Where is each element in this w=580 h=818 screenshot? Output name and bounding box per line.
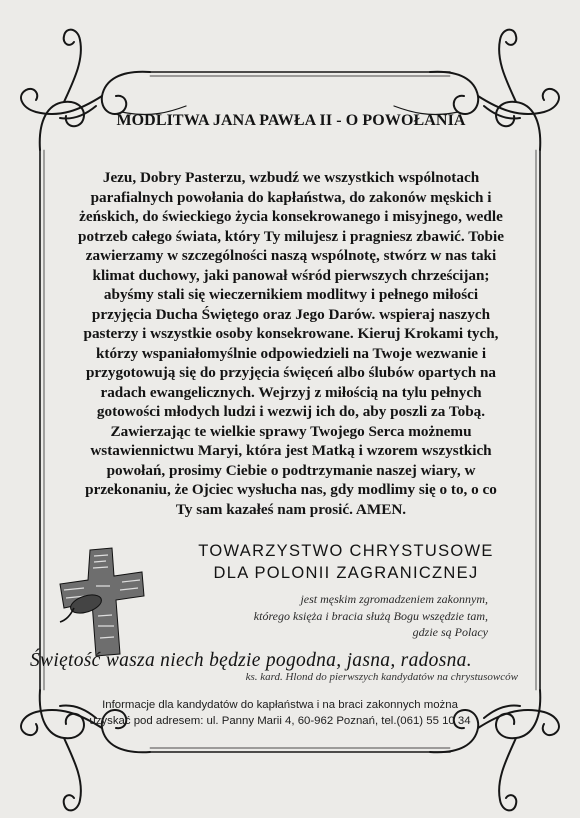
prayer-line: radach ewangelicznych. Wejrzyj z miłością na tylu pełnych xyxy=(100,383,482,401)
contact-info-line: Informacje dla kandydatów do kapłaństwa i na braci zakonnych można xyxy=(102,699,458,711)
flourish-top-left xyxy=(21,30,186,150)
prayer-line: powołań, prosimy Ciebie o podtrzymanie naszej wiary, w xyxy=(106,461,476,479)
organization-name-line: TOWARZYSTWO CHRYSTUSOWE xyxy=(198,542,494,560)
prayer-line: Ty sam kazałeś nam prosić. AMEN. xyxy=(175,500,407,518)
organization-name xyxy=(168,540,524,584)
prayer-line: parafialnych powołania do kapłaństwa, do zakonów męskich i xyxy=(90,188,492,206)
prayer-line: przekonaniu, że Ojciec wysłucha nas, gdy modlimy się o to, o co xyxy=(85,481,497,498)
flourish-top-right xyxy=(394,30,559,150)
prayer-line: pasterzy i wszystkie osoby konsekrowane. Kieruj Krokami tych, xyxy=(83,325,499,342)
prayer-line: Zawierzając te wielkie sprawy Twojego Serca możnemu xyxy=(110,422,472,440)
prayer-line: abyśmy stali się wieczernikiem modlitwy i pełnego miłości xyxy=(103,286,479,303)
quote-author: ks. kard. Hlond do pierwszych kandydatów na chrystusowców xyxy=(245,671,518,683)
contact-info xyxy=(30,697,530,729)
prayer-title: MODLITWA JANA PAWŁA II - O POWOŁANIA xyxy=(116,112,466,129)
contact-info-line: uzyskać pod adresem: ul. Panny Marii 4, 60-962 Poznań, tel.(061) 55 10 34 xyxy=(89,715,471,727)
organization-name-line: DLA POLONII ZAGRANICZNEJ xyxy=(213,564,479,582)
prayer-line: potrzeb całego świata, który Ty milujesz i pragniesz zbawić. Tobie xyxy=(78,227,504,245)
prayer-line: zawierzamy w szczególności naszą wspólnotę, stwórz w nas taki xyxy=(85,247,497,264)
prayer-line: gotowości młodych ludzi i wezwij ich do, aby poszli za Tobą. xyxy=(96,403,486,420)
organization-description xyxy=(160,591,488,641)
organization-description-line: jest męskim zgromadzeniem zakonnym, xyxy=(300,592,488,606)
quote-text: Świętość wasza niech będzie pogodna, jasna, radosna. xyxy=(30,650,472,671)
organization-description-line: gdzie są Polacy xyxy=(412,625,488,639)
prayer-line: przyjęcia Ducha Świętego oraz Jego Darów. wspieraj naszych xyxy=(91,305,491,323)
prayer-line: Jezu, Dobry Pasterzu, wzbudź we wszystkich wspólnotach xyxy=(102,169,480,186)
cross-emblem-icon xyxy=(56,546,148,658)
prayer-line: wstawiennictwu Maryi, która jest Matką i wzorem wszystkich xyxy=(90,442,492,459)
prayer-line: przygotowują się do przyjęcia święceń albo ślubów opartych na xyxy=(85,364,497,381)
prayer-line: klimat duchowy, jaki panował wśród pierwszych chrześcijan; xyxy=(92,266,490,284)
organization-description-line: którego księża i bracia służą Bogu wszędzie tam, xyxy=(253,608,488,623)
prayer-line: którzy wspaniałomyślnie odpowiedzieli na Twoje wezwanie i xyxy=(95,344,487,362)
prayer-text xyxy=(48,168,534,519)
prayer-line: żeńskich, do świeckiego życia konsekrowanego i misyjnego, wedle xyxy=(79,208,503,225)
